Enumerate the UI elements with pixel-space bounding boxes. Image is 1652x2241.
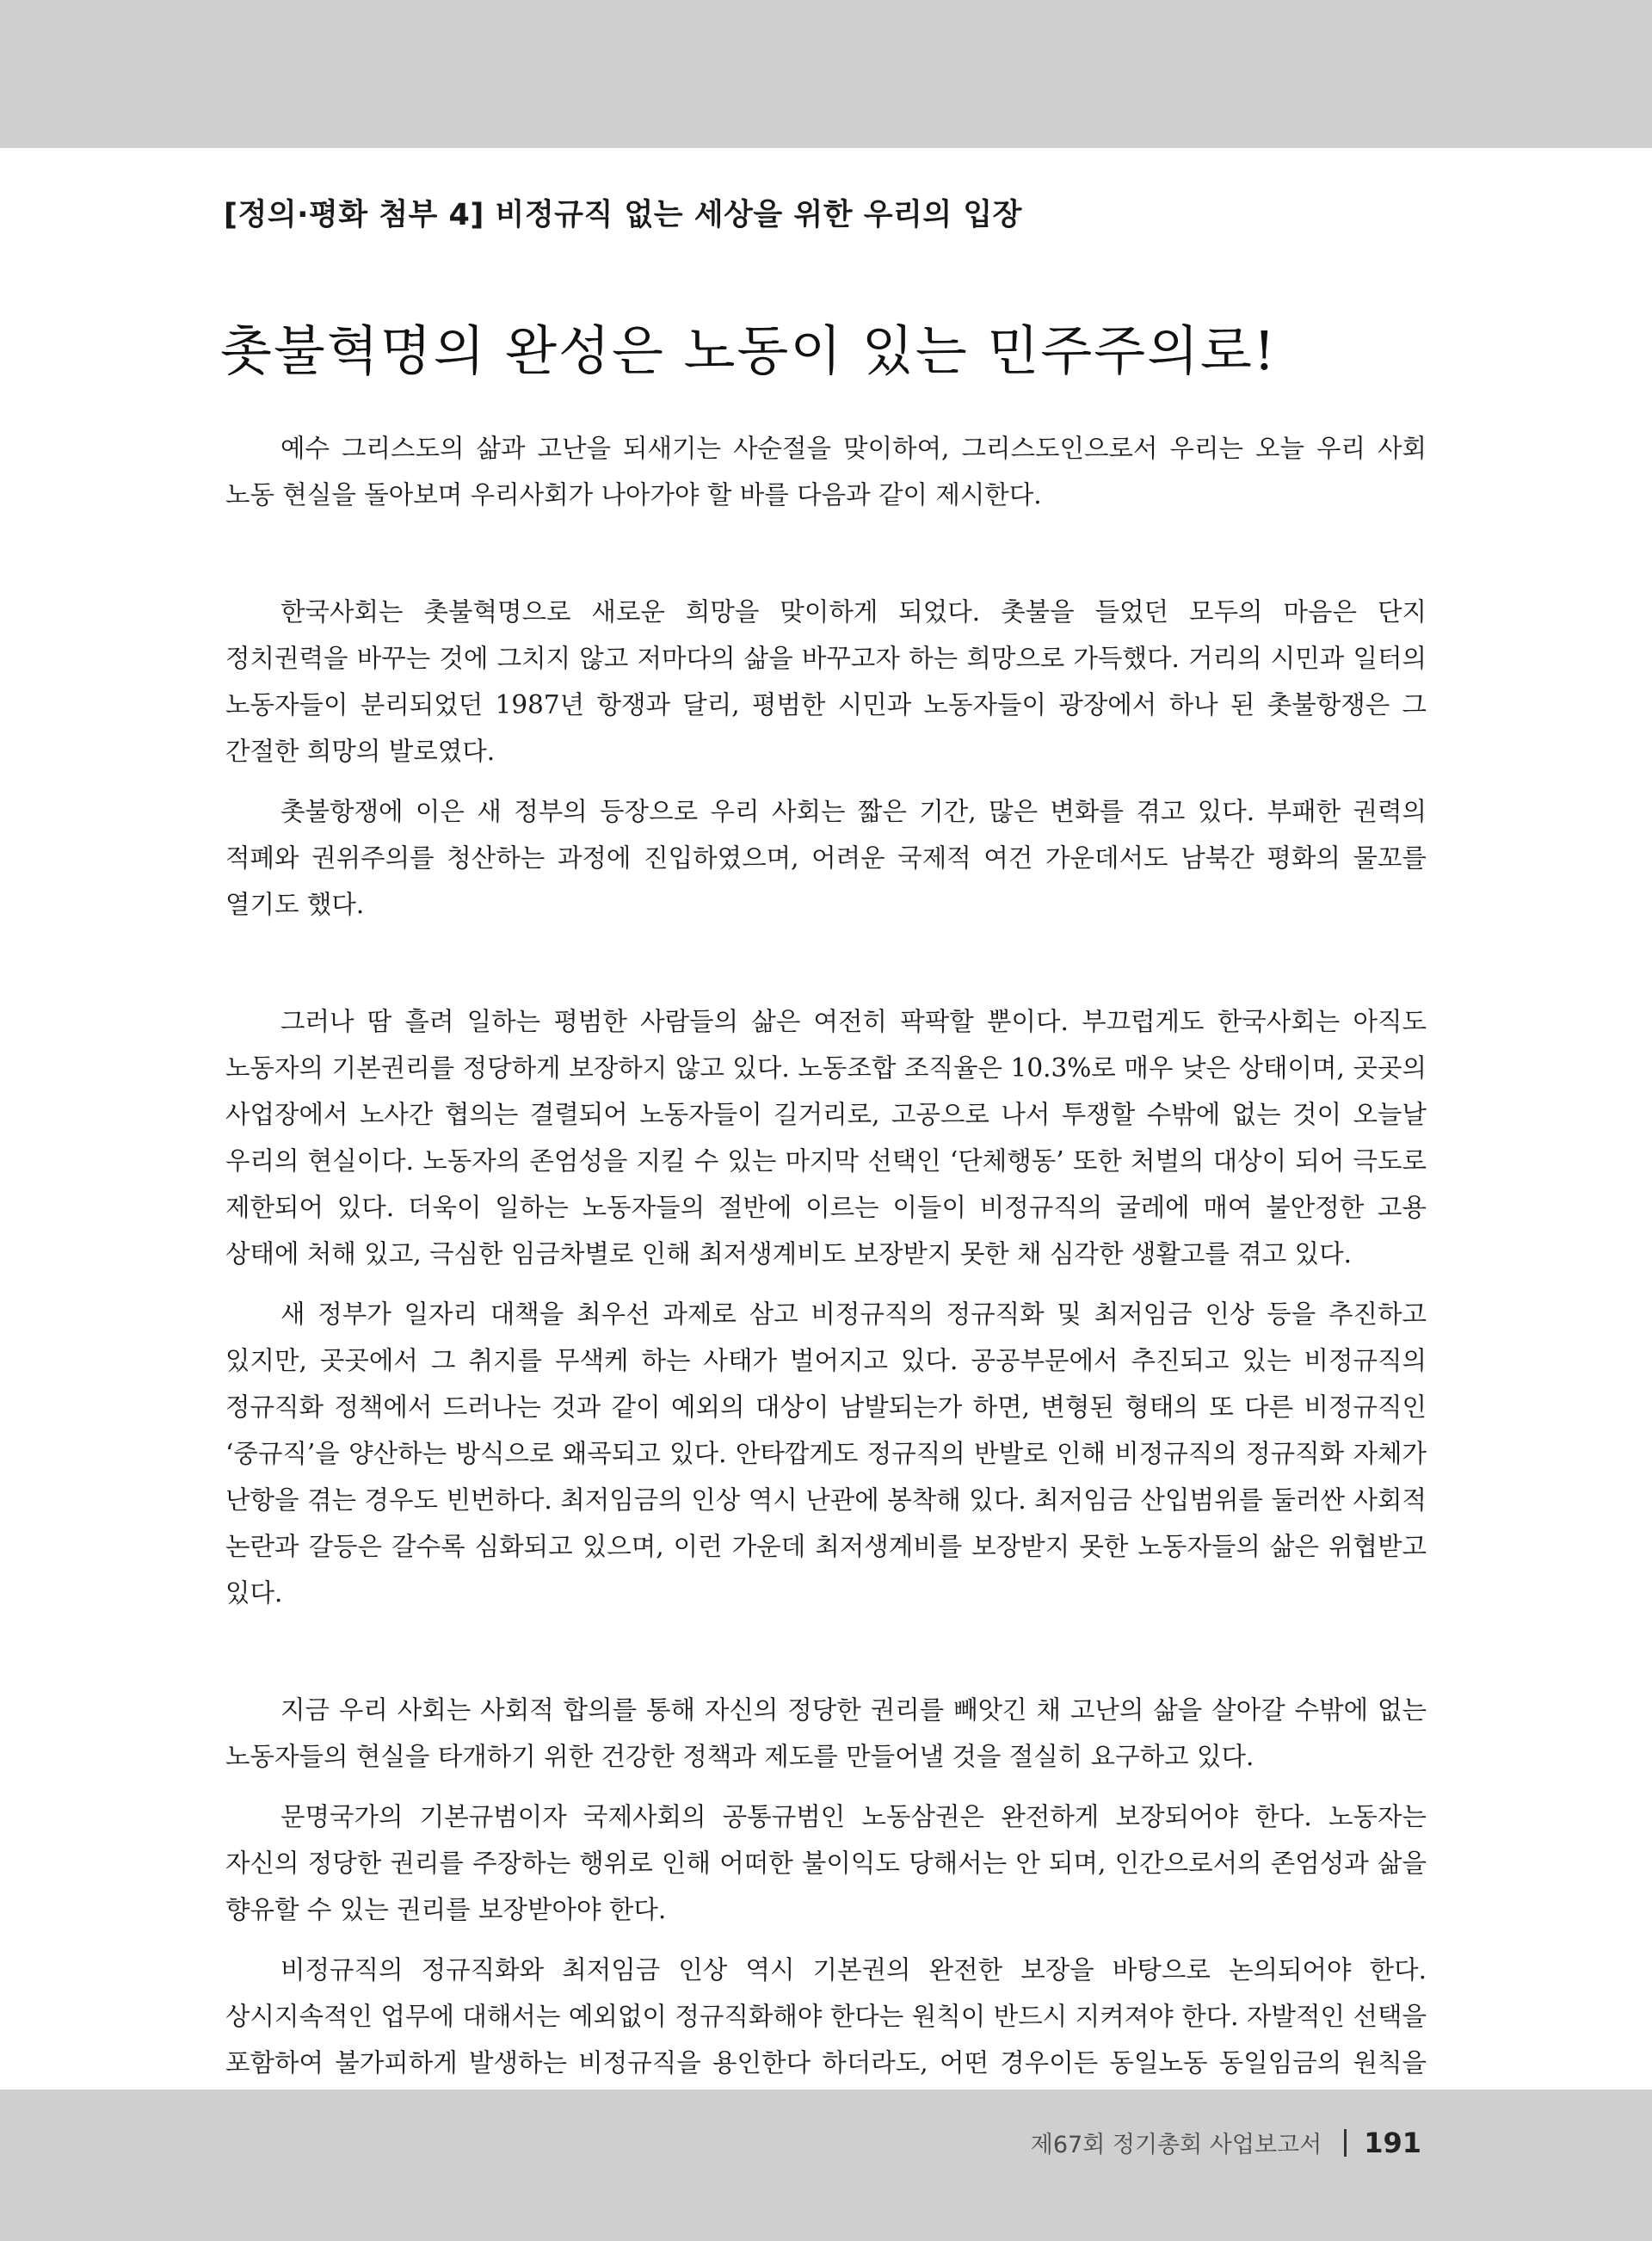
report-name: 제67회 정기총회 사업보고서 [1030,2132,1322,2158]
paragraph: 한국사회는 촛불혁명으로 새로운 희망을 맞이하게 되었다. 촛불을 들었던 모두의 마음은 단지 정치권력을 바꾸는 것에 그치지 않고 저마다의 삶을 바꾸고자 하는 희망으로 가득했다. 거리의 시민과 일터의 노동자들이 분리되었던 1987년 항쟁과 달리, 평범한 시민과 노동자들이 광장에서 하나 된 촛불항쟁은 그 간절한 희망의 발로였다. [225,597,1427,766]
page-number: 191 [1364,2126,1421,2159]
bottom-footer-band [0,2090,1652,2241]
paragraph: 새 정부가 일자리 대책을 최우선 과제로 삼고 비정규직의 정규직화 및 최저임금 인상 등을 추진하고 있지만, 곳곳에서 그 취지를 무색케 하는 사태가 벌어지고 있다. 공공부문에서 추진되고 있는 비정규직의 정규직화 정책에서 드러나는 것과 같이 예외의 대상이 남발되는가 하면, 변형된 형태의 또 다른 비정규직인 ‘중규직’을 양산하는 방식으로 왜곡되고 있다. 안타깝게도 정규직의 반발로 인해 비정규직의 정규직화 자체가 난항을 겪는 경우도 빈번하다. 최저임금의 인상 역시 난관에 봉착해 있다. 최저임금 산입범위를 둘러싼 사회적 논란과 갈등은 갈수록 심화되고 있으며, 이런 가운데 최저생계비를 보장받지 못한 노동자들의 삶은 위협받고 있다. [225,1300,1427,1608]
paragraph: 문명국가의 기본규범이자 국제사회의 공통규범인 노동삼권은 완전하게 보장되어야 한다. 노동자는 자신의 정당한 권리를 주장하는 행위로 인해 어떠한 불이익도 당해서는 안 되며, 인간으로서의 존엄성과 삶을 향유할 수 있는 권리를 보장받아야 한다. [225,1802,1427,1924]
top-header-band [0,0,1652,148]
paragraph: 촛불항쟁에 이은 새 정부의 등장으로 우리 사회는 짧은 기간, 많은 변화를 겪고 있다. 부패한 권력의 적폐와 권위주의를 청산하는 과정에 진입하였으며, 어려운 국제적 여건 가운데서도 남북간 평화의 물꼬를 열기도 했다. [225,797,1427,919]
footer-divider [1344,2129,1347,2157]
paragraph: 지금 우리 사회는 사회적 합의를 통해 자신의 정당한 권리를 빼앗긴 채 고난의 삶을 살아갈 수밖에 없는 노동자들의 현실을 타개하기 위한 건강한 정책과 제도를 만들어낼 것을 절실히 요구하고 있다. [225,1695,1427,1771]
document-body [225,425,1427,2133]
document-title: 촛불혁명의 완성은 노동이 있는 민주주의로! [220,319,1277,382]
paragraph-intro: 예수 그리스도의 삶과 고난을 되새기는 사순절을 맞이하여, 그리스도인으로서 우리는 오늘 우리 사회 노동 현실을 돌아보며 우리사회가 나아가야 할 바를 다음과 같이 제시한다. [225,434,1427,509]
paragraph: 비정규직의 정규직화와 최저임금 인상 역시 기본권의 완전한 보장을 바탕으로 논의되어야 한다. 상시지속적인 업무에 대해서는 예외없이 정규직화해야 한다는 원칙이 반드시 지켜져야 한다. 자발적인 선택을 포함하여 불가피하게 발생하는 비정규직을 용인한다 하더라도, 어떤 경우이든 동일노동 동일임금의 원칙을 [225,1955,1427,2077]
paragraph: 그러나 땀 흘려 일하는 평범한 사람들의 삶은 여전히 팍팍할 뿐이다. 부끄럽게도 한국사회는 아직도 노동자의 기본권리를 정당하게 보장하지 않고 있다. 노동조합 조직율은 10.3%로 매우 낮은 상태이며, 곳곳의 사업장에서 노사간 협의는 결렬되어 노동자들이 길거리로, 고공으로 나서 투쟁할 수밖에 없는 것이 오늘날 우리의 현실이다. 노동자의 존엄성을 지킬 수 있는 마지막 선택인 ‘단체행동’ 또한 처벌의 대상이 되어 극도로 제한되어 있다. 더욱이 일하는 노동자들의 절반에 이르는 이들이 비정규직의 굴레에 매여 불안정한 고용 상태에 처해 있고, 극심한 임금차별로 인해 최저생계비도 보장받지 못한 채 심각한 생활고를 겪고 있다. [225,1007,1427,1269]
section-label: [정의·평화 첨부 4] 비정규직 없는 세상을 위한 우리의 입장 [224,198,1022,232]
page-footer [1031,2126,1421,2159]
